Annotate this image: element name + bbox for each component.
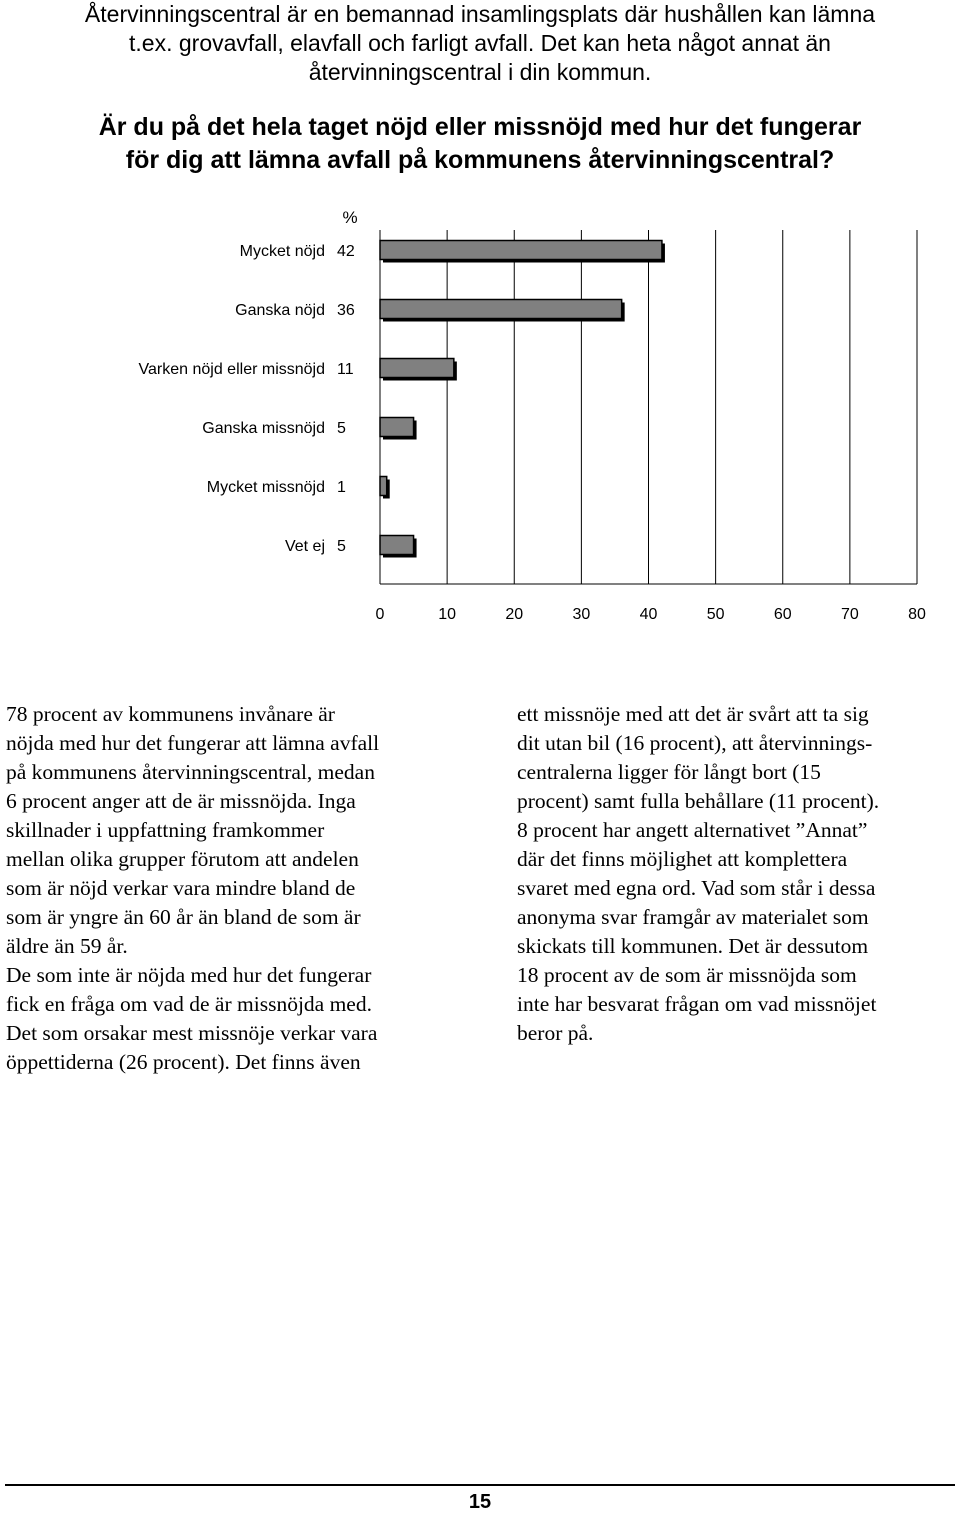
body-line: dit utan bil (16 procent), att återvinnings- <box>517 731 873 755</box>
satisfaction-bar-chart <box>0 190 960 640</box>
body-line: anonyma svar framgår av materialet som <box>517 905 869 929</box>
body-line: som är yngre än 60 år än bland de som är <box>6 905 361 929</box>
intro-paragraph <box>40 0 920 87</box>
x-tick-label: 60 <box>773 606 792 623</box>
body-line: öppettiderna (26 procent). Det finns även <box>6 1050 361 1074</box>
body-line: som är nöjd verkar vara mindre bland de <box>6 876 356 900</box>
x-tick-label: 20 <box>505 606 524 623</box>
body-line: 8 procent har angett alternativet ”Annat” <box>517 818 868 842</box>
body-line: nöjda med hur det fungerar att lämna avfall <box>6 731 380 755</box>
category-label: Vet ej <box>284 538 325 555</box>
body-line: Det som orsakar mest missnöje verkar vara <box>6 1021 378 1045</box>
survey-question <box>40 111 920 177</box>
x-tick-label: 70 <box>840 606 859 623</box>
body-line: på kommunens återvinningscentral, medan <box>6 760 375 784</box>
x-tick-label: 10 <box>438 606 457 623</box>
body-line: procent) samt fulla behållare (11 procent). <box>517 789 880 813</box>
page-number: 15 <box>468 1491 492 1513</box>
body-line: 18 procent av de som är missnöjda som <box>517 963 857 987</box>
value-label: 5 <box>337 538 346 555</box>
question-line: Är du på det hela taget nöjd eller missnöjd med hur det fungerar <box>98 113 862 141</box>
body-line: mellan olika grupper förutom att andelen <box>6 847 359 871</box>
body-line: inte har besvarat frågan om vad missnöjet <box>517 992 877 1016</box>
body-line: skickats till kommunen. Det är dessutom <box>517 934 869 958</box>
bar <box>380 359 454 378</box>
intro-line: Återvinningscentral är en bemannad insamlingsplats där hushållen kan lämna <box>84 1 876 27</box>
value-label: 11 <box>337 361 354 378</box>
body-text-right-column <box>517 700 960 1048</box>
category-label: Ganska missnöjd <box>202 420 325 437</box>
category-label: Ganska nöjd <box>235 302 325 319</box>
x-tick-label: 30 <box>572 606 591 623</box>
footer-rule <box>5 1484 955 1486</box>
body-line: ett missnöje med att det är svårt att ta sig <box>517 702 869 726</box>
body-line: fick en fråga om vad de är missnöjda med. <box>6 992 372 1016</box>
value-label: 42 <box>337 243 355 260</box>
x-tick-label: 0 <box>375 606 385 623</box>
question-line: för dig att lämna avfall på kommunens återvinningscentral? <box>125 146 835 174</box>
x-tick-label: 40 <box>639 606 658 623</box>
body-line: De som inte är nöjda med hur det fungerar <box>6 963 372 987</box>
body-line: beror på. <box>517 1021 594 1045</box>
category-label: Varken nöjd eller missnöjd <box>138 361 325 378</box>
bar <box>380 300 622 319</box>
body-line: skillnader i uppfattning framkommer <box>6 818 325 842</box>
value-label: 36 <box>337 302 355 319</box>
intro-line: återvinningscentral i din kommun. <box>308 59 652 85</box>
body-line: 6 procent anger att de är missnöjda. Inga <box>6 789 356 813</box>
x-tick-label: 80 <box>908 606 926 623</box>
bar <box>380 241 662 260</box>
body-line: där det finns möjlighet att komplettera <box>517 847 848 871</box>
category-label: Mycket missnöjd <box>206 479 325 496</box>
value-label: 5 <box>337 420 346 437</box>
value-label: 1 <box>337 479 346 496</box>
bar <box>380 536 414 555</box>
body-line: äldre än 59 år. <box>6 934 128 958</box>
x-tick-label: 50 <box>706 606 725 623</box>
body-line: centralerna ligger för långt bort (15 <box>517 760 821 784</box>
body-line: 78 procent av kommunens invånare är <box>6 702 335 726</box>
body-line: svaret med egna ord. Vad som står i dessa <box>517 876 876 900</box>
body-text-left-column <box>6 700 451 1077</box>
intro-line: t.ex. grovavfall, elavfall och farligt avfall. Det kan heta något annat än <box>129 30 831 56</box>
bar <box>380 477 387 496</box>
bar <box>380 418 414 437</box>
unit-label: % <box>342 208 358 227</box>
category-label: Mycket nöjd <box>239 243 325 260</box>
